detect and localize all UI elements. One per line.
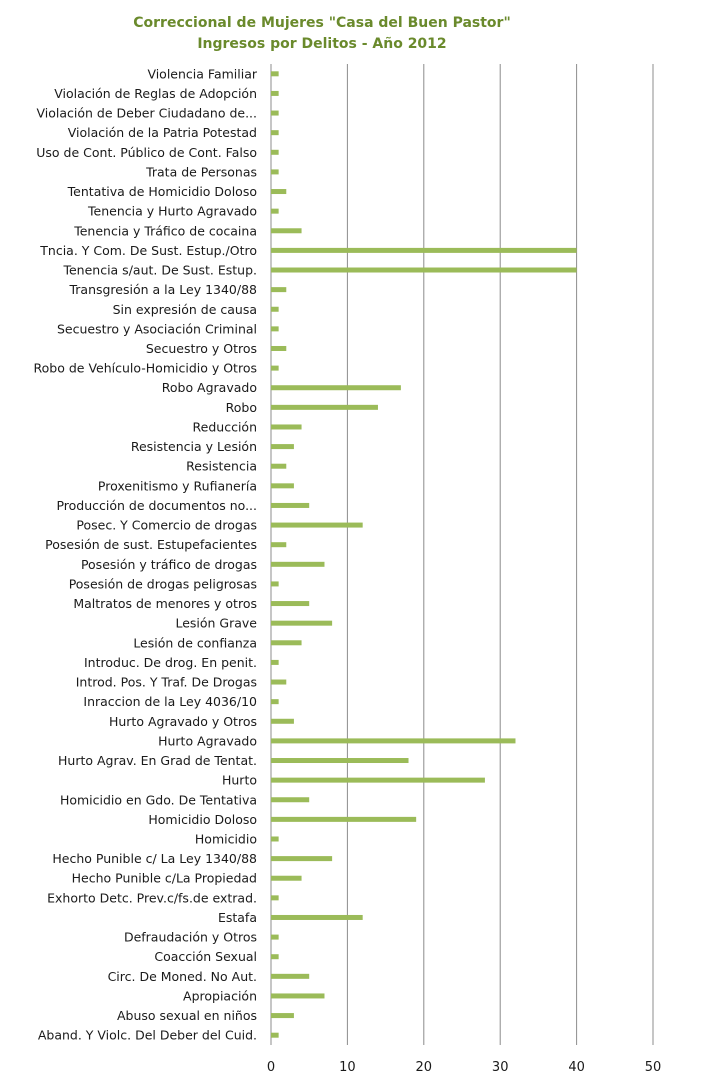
bar xyxy=(271,444,294,449)
chart-subtitle: Ingresos por Delitos - Año 2012 xyxy=(197,36,447,52)
category-label: Coacción Sexual xyxy=(154,949,257,965)
bar xyxy=(271,228,302,233)
bar xyxy=(271,581,279,586)
category-label: Robo Agravado xyxy=(161,380,257,396)
bar xyxy=(271,150,279,155)
bar xyxy=(271,268,577,273)
category-label: Apropiación xyxy=(183,988,257,1004)
bar xyxy=(271,935,279,940)
category-label: Introduc. De drog. En penit. xyxy=(83,654,257,670)
bar xyxy=(271,640,302,645)
category-label: Violencia Familiar xyxy=(147,66,257,82)
category-label: Trata de Personas xyxy=(146,164,257,180)
bar xyxy=(271,562,324,567)
bar xyxy=(271,405,378,410)
bar xyxy=(271,993,324,998)
category-label: Secuestro y Otros xyxy=(145,340,257,356)
bar xyxy=(271,189,286,194)
category-label: Producción de documentos no... xyxy=(56,497,257,513)
x-tick-label: 20 xyxy=(415,1060,433,1075)
category-label: Reducción xyxy=(192,419,257,435)
bar xyxy=(271,346,286,351)
bar xyxy=(271,111,279,116)
bar xyxy=(271,464,286,469)
bar xyxy=(271,758,409,763)
bar xyxy=(271,542,286,547)
bar xyxy=(271,719,294,724)
gridlines xyxy=(271,64,653,1045)
bar xyxy=(271,915,363,920)
category-label: Resistencia y Lesión xyxy=(130,439,257,455)
bar xyxy=(271,1033,279,1038)
x-tick-label: 10 xyxy=(339,1060,356,1075)
category-label: Defraudación y Otros xyxy=(123,929,257,945)
category-label: Violación de Reglas de Adopción xyxy=(54,85,257,101)
category-label: Posesión de sust. Estupefacientes xyxy=(45,537,257,553)
category-label: Aband. Y Violc. Del Deber del Cuid. xyxy=(37,1027,257,1043)
category-label: Hurto Agravado xyxy=(158,733,257,749)
category-label: Violación de la Patria Potestad xyxy=(67,125,257,141)
x-tick-label: 50 xyxy=(644,1060,662,1075)
bar xyxy=(271,1013,294,1018)
bar xyxy=(271,954,279,959)
bar xyxy=(271,483,294,488)
category-labels xyxy=(34,66,258,1042)
bar xyxy=(271,738,515,743)
category-label: Posesión de drogas peligrosas xyxy=(68,576,257,592)
bar xyxy=(271,621,332,626)
category-label: Introd. Pos. Y Traf. De Drogas xyxy=(75,674,257,690)
bar xyxy=(271,385,401,390)
bar xyxy=(271,699,279,704)
bar xyxy=(271,836,279,841)
bar xyxy=(271,248,577,253)
bar xyxy=(271,307,279,312)
bar xyxy=(271,974,309,979)
bar xyxy=(271,856,332,861)
bar xyxy=(271,660,279,665)
category-label: Tentativa de Homicidio Doloso xyxy=(67,184,257,200)
category-label: Lesión de confianza xyxy=(133,635,257,651)
x-axis-ticks xyxy=(267,1060,661,1075)
category-label: Transgresión a la Ley 1340/88 xyxy=(69,282,257,298)
category-label: Proxenitismo y Rufianería xyxy=(97,478,257,494)
category-label: Sin expresión de causa xyxy=(112,301,257,317)
category-label: Robo de Vehículo-Homicidio y Otros xyxy=(33,360,257,376)
bar xyxy=(271,778,485,783)
x-tick-label: 30 xyxy=(491,1060,509,1075)
chart-title: Correccional de Mujeres "Casa del Buen Pastor" xyxy=(133,15,511,31)
category-label: Hurto Agrav. En Grad de Tentat. xyxy=(58,753,257,769)
bar xyxy=(271,797,309,802)
category-label: Violación de Deber Ciudadano de... xyxy=(36,105,257,121)
bar xyxy=(271,680,286,685)
x-tick-label: 0 xyxy=(266,1060,276,1075)
category-label: Secuestro y Asociación Criminal xyxy=(56,321,257,337)
category-label: Tenencia s/aut. De Sust. Estup. xyxy=(63,262,257,278)
category-label: Tncia. Y Com. De Sust. Estup./Otro xyxy=(40,242,257,258)
category-label: Estafa xyxy=(217,909,257,925)
bar xyxy=(271,366,279,371)
category-label: Hecho Punible c/La Propiedad xyxy=(71,870,257,886)
category-label: Inraccion de la Ley 4036/10 xyxy=(83,694,257,710)
bar xyxy=(271,895,279,900)
category-label: Hecho Punible c/ La Ley 1340/88 xyxy=(52,851,257,867)
category-label: Hurto xyxy=(221,772,257,788)
bar xyxy=(271,71,279,76)
bar xyxy=(271,817,416,822)
bar xyxy=(271,326,279,331)
bar xyxy=(271,287,286,292)
category-label: Homicidio Doloso xyxy=(148,811,257,827)
category-label: Homicidio xyxy=(194,831,257,847)
category-label: Homicidio en Gdo. De Tentativa xyxy=(59,792,257,808)
bar xyxy=(271,91,279,96)
category-label: Uso de Cont. Público de Cont. Falso xyxy=(36,144,257,160)
category-label: Posesión y tráfico de drogas xyxy=(80,556,257,572)
bar xyxy=(271,876,302,881)
category-label: Maltratos de menores y otros xyxy=(73,596,257,612)
bar xyxy=(271,130,279,135)
bar xyxy=(271,601,309,606)
bar xyxy=(271,424,302,429)
category-label: Tenencia y Hurto Agravado xyxy=(88,203,257,219)
category-label: Exhorto Detc. Prev.c/fs.de extrad. xyxy=(47,890,257,906)
bar xyxy=(271,169,279,174)
category-label: Abuso sexual en niños xyxy=(116,1008,257,1024)
category-label: Lesión Grave xyxy=(175,615,257,631)
bar xyxy=(271,523,363,528)
category-label: Robo xyxy=(225,399,257,415)
category-label: Circ. De Moned. No Aut. xyxy=(107,968,257,984)
category-label: Tenencia y Tráfico de cocaina xyxy=(74,223,257,239)
category-label: Resistencia xyxy=(186,458,257,474)
bar xyxy=(271,503,309,508)
category-label: Posec. Y Comercio de drogas xyxy=(76,517,257,533)
category-label: Hurto Agravado y Otros xyxy=(108,713,257,729)
x-tick-label: 40 xyxy=(568,1060,585,1075)
bar xyxy=(271,209,279,214)
